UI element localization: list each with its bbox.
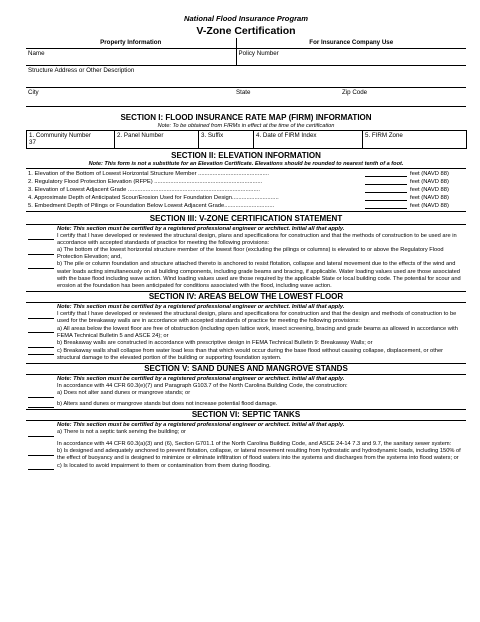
initial-blank[interactable] (28, 247, 54, 255)
section6-item-c: c) Is located to avoid impairment to them or contamination from them during flooding. (57, 462, 271, 469)
panel-number-field[interactable]: 2. Panel Number (115, 130, 199, 148)
initial-blank[interactable] (28, 429, 54, 437)
section4-note: Note: This section must be certified by a registered professional engineer or architect. Initial all that apply. (57, 304, 345, 311)
elevation-row (28, 178, 466, 186)
elevation-input[interactable] (365, 186, 407, 194)
elevation-label: 1. Elevation of the Bottom of Lowest Horizontal Structure Member ............................................ (28, 170, 269, 177)
firm-table (26, 130, 467, 149)
section3-item-a: a) The bottom of the lowest horizontal structure member of the lowest floor (excluding the pilings or columns) is elevated to or above the Regulatory Flood Protection Elevation; and, (57, 246, 444, 261)
program-title: National Flood Insurance Program (183, 14, 309, 23)
elevation-unit: feet (NAVD 88) (410, 186, 449, 193)
community-number-value: 37 (29, 139, 36, 146)
state-field[interactable] (236, 87, 316, 106)
elevation-unit: feet (NAVD 88) (410, 170, 449, 177)
zip-field[interactable] (316, 87, 466, 106)
initial-blank[interactable] (28, 390, 54, 398)
initial-blank[interactable] (28, 401, 54, 409)
elevation-input[interactable] (365, 178, 407, 186)
section5-item-a: a) Does not alter sand dunes or mangrove stands; or (57, 390, 191, 397)
elevation-row (28, 202, 466, 210)
city-field[interactable] (26, 87, 236, 106)
section2-note: Note: This form is not a substitute for an Elevation Certificate. Elevations should be rounded to nearest tenth of a foot. (88, 160, 404, 167)
initial-blank[interactable] (28, 326, 54, 334)
section5-item-b: b) Alters sand dunes or mangrove stands but does not increase potential flood damage. (57, 400, 278, 407)
firm-zone-field[interactable]: 5. FIRM Zone (363, 130, 467, 148)
initial-blank[interactable] (28, 261, 54, 269)
property-table (26, 38, 466, 107)
elevation-label: 3. Elevation of Lowest Adjacent Grade .................................................................................. (28, 186, 260, 193)
section5-note: Note: This section must be certified by a registered professional engineer or architect. Initial all that apply. (57, 375, 345, 382)
form-page (26, 14, 466, 471)
elevation-label: 4. Approximate Depth of Anticipated Scour/Erosion Used for Foundation Design............................. (28, 194, 279, 201)
section4-item-b: b) Breakaway walls are constructed in accordance with prescriptive design in FEMA Technical Bulletin 9: Breakaway Walls; or (57, 339, 373, 346)
policy-number-field[interactable]: Policy Number (236, 48, 466, 65)
initial-blank[interactable] (28, 463, 54, 471)
elevation-row (28, 170, 466, 178)
elevation-unit: feet (NAVD 88) (410, 178, 449, 185)
suffix-field[interactable]: 3. Suffix (199, 130, 254, 148)
section6-title: SECTION VI: SEPTIC TANKS (26, 409, 466, 421)
elevation-unit: feet (NAVD 88) (410, 194, 449, 201)
section1-note: Note: To be obtained from FIRMs in effect at the time of the certification (157, 122, 335, 129)
initial-blank[interactable] (28, 340, 54, 348)
section3-statement: I certify that I have developed or reviewed the structural design, plans and specifications for construction and that the methods of construction to be used are in accordance with accepted standards of practice for meeting the following provisions: (57, 232, 457, 246)
elevation-row (28, 194, 466, 202)
elevation-row (28, 186, 466, 194)
section2-title: SECTION II: ELEVATION INFORMATION (171, 150, 321, 160)
elevation-label: 2. Regulatory Flood Protection Elevation (RFPE) ................................................................... (28, 178, 263, 185)
address-field[interactable]: Structure Address or Other Description (26, 65, 466, 87)
section5-statement: In accordance with 44 CFR 60.3(e)(7) and Paragraph G103.7 of the North Carolina Building Code, the construction: (57, 382, 348, 389)
section3-title: SECTION III: V-ZONE CERTIFICATION STATEMENT (26, 214, 466, 225)
section4-title: SECTION IV: AREAS BELOW THE LOWEST FLOOR (26, 291, 466, 303)
section4-item-a: a) All areas below the lowest floor are free of obstruction (including open lattice work, insect screening, bracing and grade beams as allowed in accordance with FEMA Technical Bulletin 5 and ASCE 24); or (57, 325, 458, 339)
section6-item-b: b) Is designed and adequately anchored to prevent flotation, collapse, or lateral movement resulting from hydrostatic and hydrodynamic loads, including 150% of the effect of buoyancy and is designed to minimize or eliminate infiltration of flood waters into the systems and discharges from the systems into flood waters; or (57, 448, 461, 462)
section6-note: Note: This section must be certified by a registered professional engineer or architect. Initial all that apply. (57, 422, 345, 429)
section1-title: SECTION I: FLOOD INSURANCE RATE MAP (FIRM) INFORMATION (120, 112, 372, 122)
initial-blank[interactable] (28, 448, 54, 456)
firm-index-date-field[interactable]: 4. Date of FIRM Index (254, 130, 363, 148)
section5-title: SECTION V: SAND DUNES AND MANGROVE STANDS (26, 363, 466, 375)
initial-blank[interactable] (28, 233, 54, 241)
elevation-unit: feet (NAVD 88) (410, 202, 449, 209)
initial-blank[interactable] (28, 348, 54, 356)
elevation-list (26, 168, 466, 212)
section6-statement: In accordance with 44 CFR 60.3(a)(3) and (6), Section G701.1 of the North Carolina Building Code, and ASCE 24-14 7.3 and 9.7, the sanitary sewer system: (57, 440, 452, 447)
elevation-input[interactable] (365, 202, 407, 210)
section4-item-c: c) Breakaway walls shall collapse from water load less than that which would occur during the base flood without causing collapse, displacement, or other structural damage to the elevated portion of the building or supporting foundation system. (57, 347, 444, 361)
elevation-input[interactable] (365, 170, 407, 178)
property-info-heading: Property Information (26, 38, 236, 48)
community-number-label: 1. Community Number (29, 131, 91, 139)
state-label: State (236, 88, 251, 96)
section3-item-b: b) The pile or column foundation and structure attached thereto is anchored to resist flotation, collapse and lateral movement due to the effects of the wind and water loads acting simultaneously on all building components, including grade beams and bracing, if applicable. Water loading values used are those associated with the base flood including wave action. Wind loading values used are those required by the applicable State or local building code. The potential for scour and erosion at the foundation has been anticipated for conditions associated with the flood, including wave action. (57, 261, 461, 289)
zip-label: Zip Code (342, 88, 368, 96)
form-title: V-Zone Certification (196, 25, 296, 37)
elevation-label: 5. Embedment Depth of Pilings or Foundation Below Lowest Adjacent Grade............................... (28, 202, 275, 209)
elevation-input[interactable] (365, 194, 407, 202)
section4-statement: I certify that I have developed or reviewed the structural design, plans and specifications for construction and that the design and methods of construction to be used for the breakaway walls are in accordance with accepted standards of practice for meeting the following provisions: (57, 311, 457, 325)
initial-blank[interactable] (28, 311, 54, 319)
name-field[interactable]: Name (26, 48, 236, 65)
community-number-field[interactable] (27, 130, 115, 148)
insurance-use-heading: For Insurance Company Use (236, 38, 466, 48)
section3-note: Note: This section must be certified by a registered professional engineer or architect. Initial all that apply. (57, 225, 345, 232)
city-label: City (28, 88, 39, 96)
section6-item-a: a) There is not a septic tank serving the building; or (57, 429, 186, 436)
